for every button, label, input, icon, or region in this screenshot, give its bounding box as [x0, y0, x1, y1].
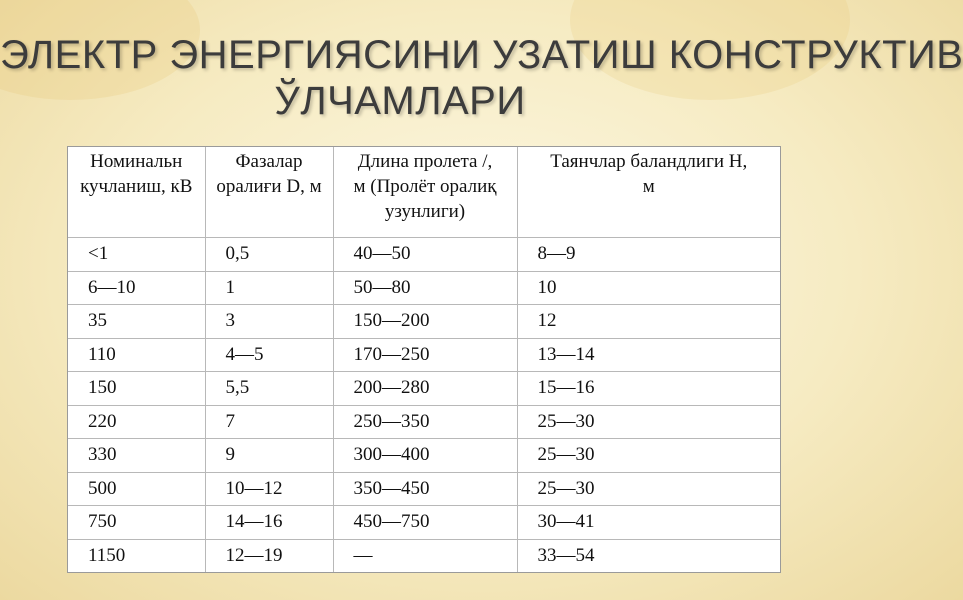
table-row — [68, 539, 780, 572]
cell-phase-distance: 1 — [205, 271, 333, 305]
table-row — [68, 472, 780, 506]
cell-nominal-voltage: 150 — [68, 372, 205, 406]
table-row — [68, 372, 780, 406]
header-span-length — [333, 147, 517, 238]
cell-nominal-voltage: 110 — [68, 338, 205, 372]
cell-support-height: 13—14 — [517, 338, 780, 372]
table-row — [68, 305, 780, 339]
cell-support-height: 15—16 — [517, 372, 780, 406]
cell-support-height: 25—30 — [517, 472, 780, 506]
cell-support-height: 25—30 — [517, 405, 780, 439]
cell-nominal-voltage: <1 — [68, 238, 205, 272]
cell-support-height: 10 — [517, 271, 780, 305]
cell-nominal-voltage: 750 — [68, 506, 205, 540]
header-text-line: м (Пролёт оралиқ — [353, 176, 497, 197]
header-text-line: узунлиги) — [384, 201, 466, 222]
cell-phase-distance: 4—5 — [205, 338, 333, 372]
cell-phase-distance: 12—19 — [205, 539, 333, 572]
table-row — [68, 338, 780, 372]
header-text-line: Длина пролета /, — [357, 151, 493, 172]
table-row — [68, 271, 780, 305]
cell-span-length: — — [333, 539, 517, 572]
table-row — [68, 238, 780, 272]
cell-span-length: 170—250 — [333, 338, 517, 372]
cell-span-length: 350—450 — [333, 472, 517, 506]
cell-phase-distance: 7 — [205, 405, 333, 439]
table-body — [68, 238, 780, 573]
header-support-height — [517, 147, 780, 238]
cell-span-length: 40—50 — [333, 238, 517, 272]
header-text-line: м — [642, 176, 655, 197]
cell-span-length: 150—200 — [333, 305, 517, 339]
cell-span-length: 250—350 — [333, 405, 517, 439]
slide-title-line-2: ЎЛЧАМЛАРИ — [274, 79, 526, 123]
cell-nominal-voltage: 330 — [68, 439, 205, 473]
cell-span-length: 300—400 — [333, 439, 517, 473]
header-text-line: Таянчлар баландлиги H, — [550, 151, 748, 172]
cell-span-length: 200—280 — [333, 372, 517, 406]
cell-nominal-voltage: 220 — [68, 405, 205, 439]
table-row — [68, 439, 780, 473]
cell-span-length: 450—750 — [333, 506, 517, 540]
cell-nominal-voltage: 1150 — [68, 539, 205, 572]
slide-title — [0, 32, 963, 124]
cell-nominal-voltage: 500 — [68, 472, 205, 506]
cell-phase-distance: 9 — [205, 439, 333, 473]
cell-phase-distance: 10—12 — [205, 472, 333, 506]
cell-support-height: 8—9 — [517, 238, 780, 272]
transmission-dimensions-table — [68, 147, 780, 572]
header-text-line: кучланиш, кВ — [80, 176, 193, 197]
header-text-line: Фазалар — [235, 151, 303, 172]
cell-support-height: 30—41 — [517, 506, 780, 540]
cell-span-length: 50—80 — [333, 271, 517, 305]
cell-nominal-voltage: 35 — [68, 305, 205, 339]
cell-nominal-voltage: 6—10 — [68, 271, 205, 305]
cell-phase-distance: 14—16 — [205, 506, 333, 540]
header-text-line: оралиғи D, м — [216, 176, 322, 197]
cell-support-height: 33—54 — [517, 539, 780, 572]
slide-title-line-1: ЭЛЕКТР ЭНЕРГИЯСИНИ УЗАТИШ КОНСТРУКТИВ — [0, 33, 963, 77]
cell-support-height: 12 — [517, 305, 780, 339]
table-row — [68, 405, 780, 439]
header-text-line: Номинальн — [90, 151, 183, 172]
header-nominal-voltage — [68, 147, 205, 238]
header-phase-distance — [205, 147, 333, 238]
cell-support-height: 25—30 — [517, 439, 780, 473]
cell-phase-distance: 5,5 — [205, 372, 333, 406]
cell-phase-distance: 3 — [205, 305, 333, 339]
table-header-row — [68, 147, 780, 238]
data-table-container — [67, 146, 781, 573]
table-row — [68, 506, 780, 540]
cell-phase-distance: 0,5 — [205, 238, 333, 272]
